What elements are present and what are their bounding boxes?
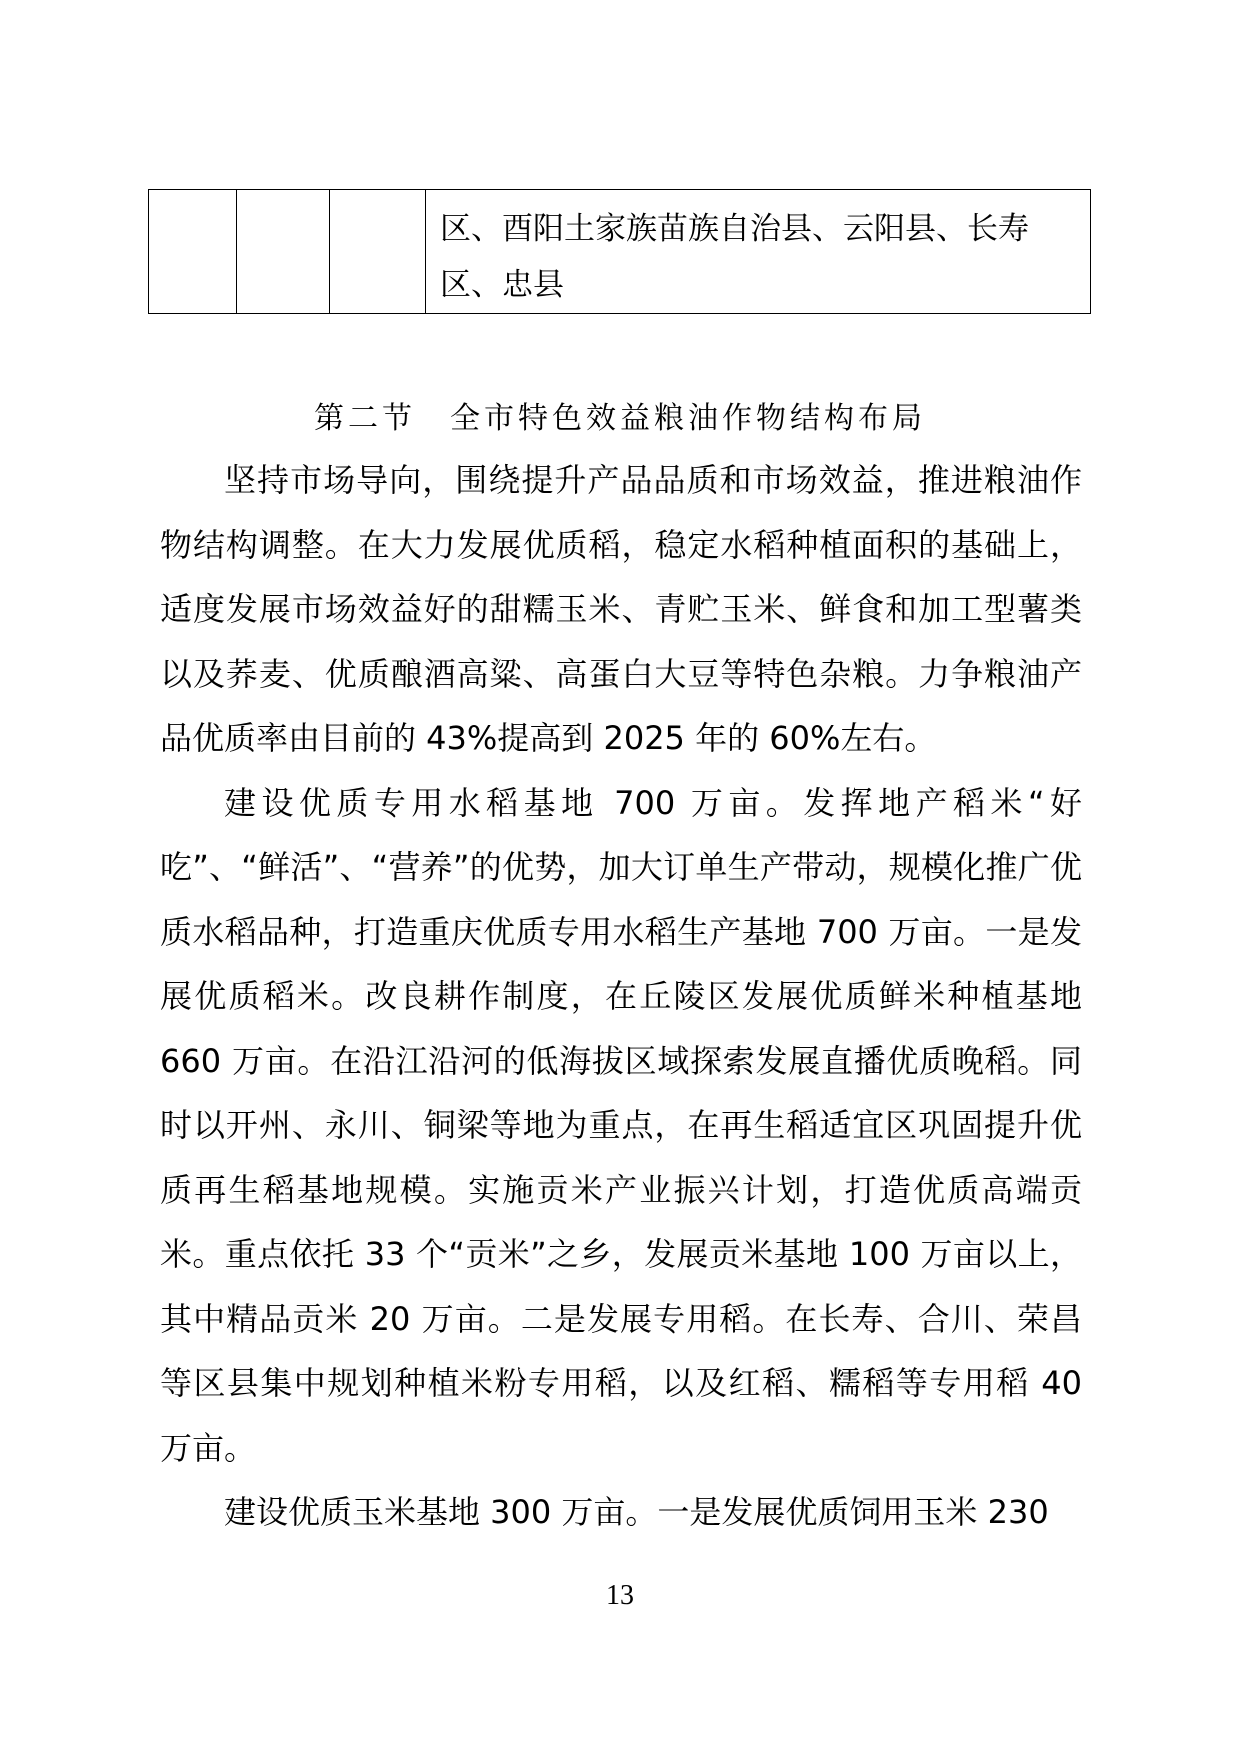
page-number: 13 xyxy=(606,1580,634,1611)
paragraph-structure-adjustment: 坚持市场导向，围绕提升产品品质和市场效益，推进粮油作物结构调整。在大力发展优质稻，稳定水稻种植面积的基础上，适度发展市场效益好的甜糯玉米、青贮玉米、鲜食和加工型薯类以及荞麦、优质酿酒高粱、高蛋白大豆等特色杂粮。力争粮油产品优质率由目前的 43%提高到 2025 年的 60%左右。 xyxy=(160,461,1082,757)
paragraph-corn-base: 建设优质玉米基地 300 万亩。一是发展优质饲用玉米 230 xyxy=(224,1493,1049,1531)
body-text xyxy=(160,448,1082,1545)
table-cell-regions: 区、酉阳土家族苗族自治县、云阳县、长寿区、忠县 xyxy=(426,190,1091,314)
continued-table-fragment xyxy=(148,189,1091,314)
section-heading: 第二节 全市特色效益粮油作物结构布局 xyxy=(314,401,926,436)
paragraph-rice-base: 建设优质专用水稻基地 700 万亩。发挥地产稻米“好吃”、“鲜活”、“营养”的优势，加大订单生产带动，规模化推广优质水稻品种，打造重庆优质专用水稻生产基地 700 万亩。一是发展优质稻米。改良耕作制度，在丘陵区发展优质鲜米种植基地 660 万亩。在沿江沿河的低海拔区域探索发展直播优质晚稻。同时以开州、永川、铜梁等地为重点，在再生稻适宜区巩固提升优质再生稻基地规模。实施贡米产业振兴计划，打造优质高端贡米。重点依托 33 个“贡米”之乡，发展贡米基地 100 万亩以上，其中精品贡米 20 万亩。二是发展专用稻。在长寿、合川、荣昌等区县集中规划种植米粉专用稻，以及红稻、糯稻等专用稻 40 万亩。 xyxy=(160,783,1082,1467)
table-cell-2 xyxy=(237,190,330,314)
table-cell-1 xyxy=(149,190,237,314)
table-row xyxy=(149,190,1091,314)
table-cell-3 xyxy=(330,190,426,314)
